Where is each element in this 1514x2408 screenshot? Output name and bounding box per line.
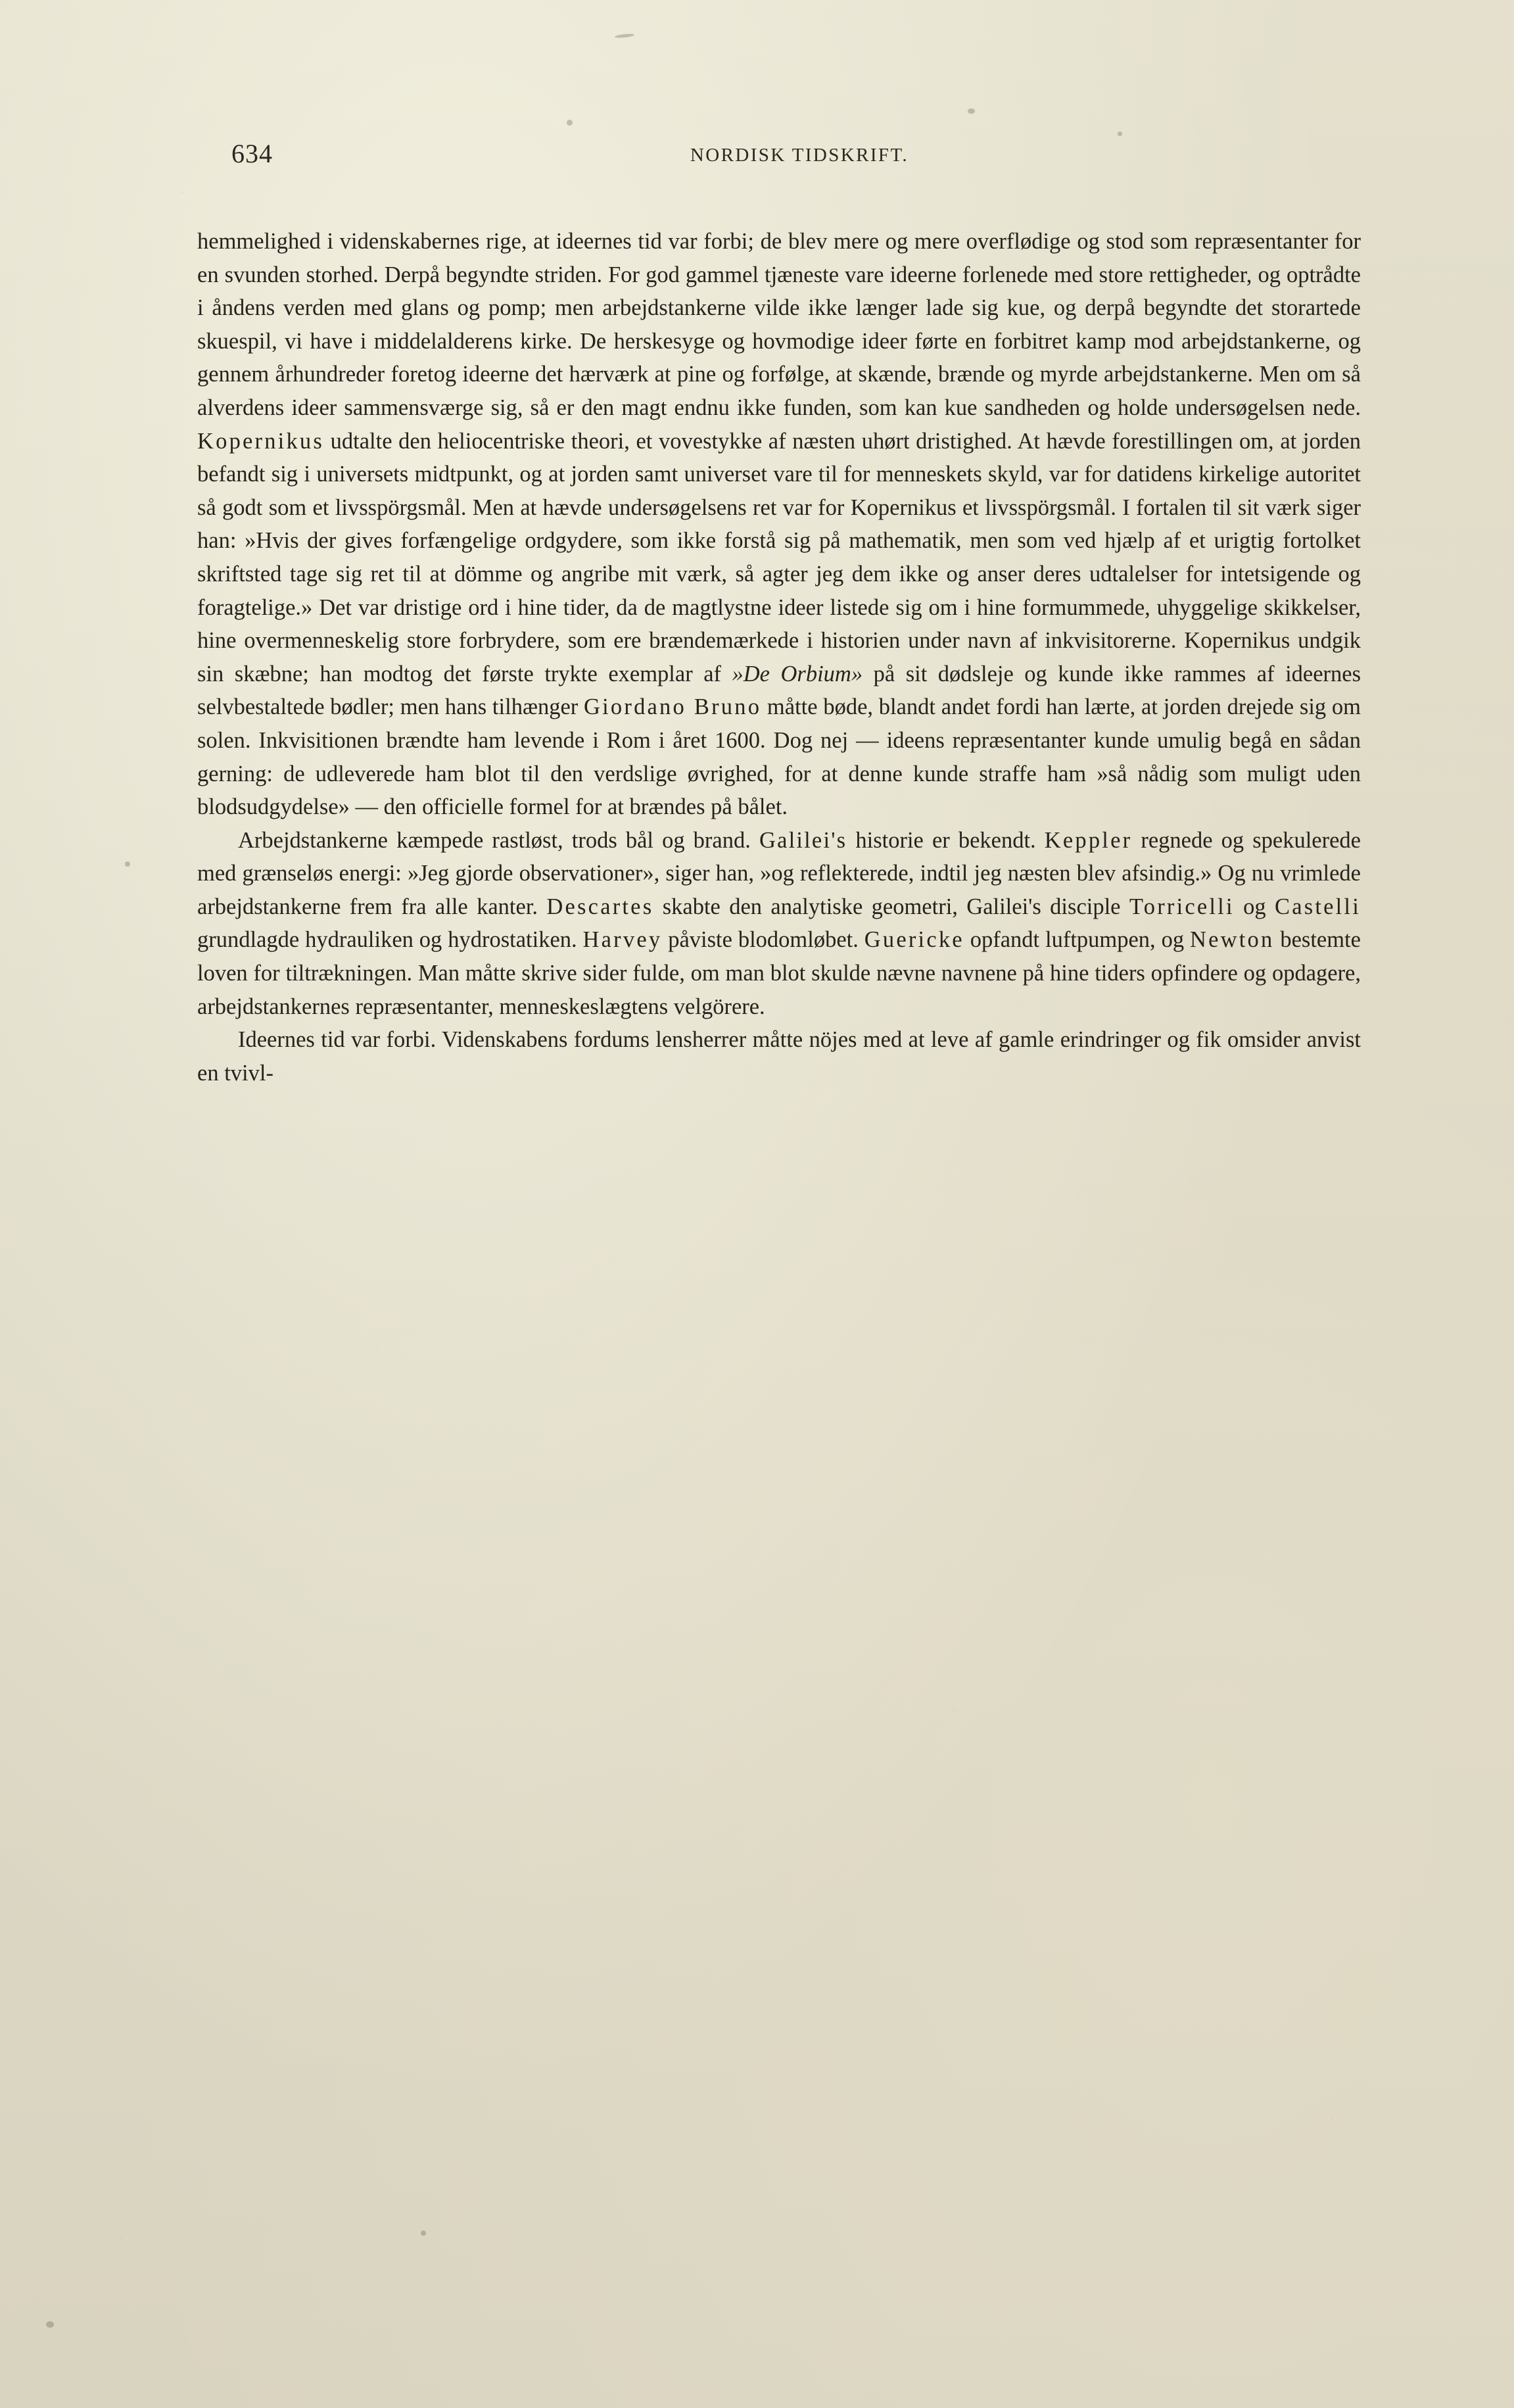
paper-speck: [968, 108, 975, 114]
page-number: 634: [231, 139, 273, 168]
paper-speck: [125, 861, 130, 867]
paper-speck: [615, 33, 634, 38]
paragraph-3: Ideernes tid var forbi. Videnskabens fordums lensherrer måtte nöjes med at leve af gamle erindringer og fik omsider anvist en tvivl-: [197, 1027, 1361, 1086]
paragraph-1: hemmelighed i videnskabernes rige, at ideernes tid var forbi; de blev mere og mere overflødige og stod som repræsentanter for en svunden storhed. Derpå begyndte striden. For god gammel tjæneste vare ideerne forlenede med store rettigheder, og optrådte i åndens verden med glans og pomp; men arbejdstankerne vilde ikke længer lade sig kue, og derpå begyndte det storartede skuespil, vi have i middelalderens kirke. De herskesyge og hovmodige ideer førte en forbitret kamp mod arbejdstankerne, og gennem århundreder foretog ideerne det hærværk at pine og forfølge, at skænde, brænde og myrde arbejdstankerne. Men om så alverdens ideer sammensværge sig, så er den magt endnu ikke funden, som kan kue sandheden og holde undersøgelsen nede. Kopernikus udtalte den heliocentriske theori, et vovestykke af næsten uhørt dristighed. At hævde forestillingen om, at jorden befandt sig i universets midtpunkt, og at jorden samt universet vare til for menneskets skyld, var for datidens kirkelige autoritet så godt som et livsspörgsmål. Men at hævde undersøgelsens ret var for Kopernikus et livsspörgsmål. I fortalen til sit værk siger han: »Hvis der gives forfængelige ordgydere, som ikke forstå sig på mathematik, men som ved hjælp af et urigtig fortolket skriftsted tage sig ret til at dömme og angribe mit værk, så agter jeg dem ikke og anser deres udtalelser for intetsigende og foragtelige.» Det var dristige ord i hine tider, da de magtlystne ideer listede sig om i hine formummede, uhyggelige skikkelser, hine overmenneskelig store forbrydere, som ere brændemærkede i historien under navn af inkvisitorerne. Kopernikus undgik sin skæbne; han modtog det første trykte exemplar af »De Orbium» på sit dødsleje og kunde ikke rammes af ideernes selvbestaltede bødler; men hans tilhænger Giordano Bruno måtte bøde, blandt andet fordi han lærte, at jorden drejede sig om solen. Inkvisitionen brændte ham levende i Rom i året 1600. Dog nej — ideens repræsentanter kunde umulig begå en sådan gerning: de udleverede ham blot til den verdslige øvrighed, for at denne kunde straffe ham »så nådig som muligt uden blodsudgydelse» — den officielle formel for at brændes på bålet.: [197, 229, 1361, 820]
paragraph-2: Arbejdstankerne kæmpede rastløst, trods bål og brand. Galilei's historie er bekendt. Keppler regnede og spekulerede med grænseløs energi: »Jeg gjorde observationer», siger han, »og reflekterede, indtil jeg næsten blev afsindig.» Og nu vrimlede arbejdstankerne frem fra alle kanter. Descartes skabte den analytiske geometri, Galilei's disciple Torricelli og Castelli grundlagde hydrauliken og hydrostatiken. Harvey påviste blodomløbet. Guericke opfandt luftpumpen, og Newton bestemte loven for tiltrækningen. Man måtte skrive sider fulde, om man blot skulde nævne navnene på hine tiders opfindere og opdagere, arbejdstankernes repræsentanter, menneskeslægtens velgörere.: [197, 827, 1361, 1019]
paper-speck: [421, 2230, 426, 2236]
paper-speck: [1118, 132, 1122, 136]
paper-speck: [567, 120, 573, 126]
paper-speck: [46, 2321, 54, 2328]
page-header: [197, 138, 1361, 184]
running-head: [197, 145, 1361, 166]
running-head-label: NORDISK TIDSKRIFT.: [690, 145, 909, 166]
page-text-block: [197, 138, 1361, 1090]
